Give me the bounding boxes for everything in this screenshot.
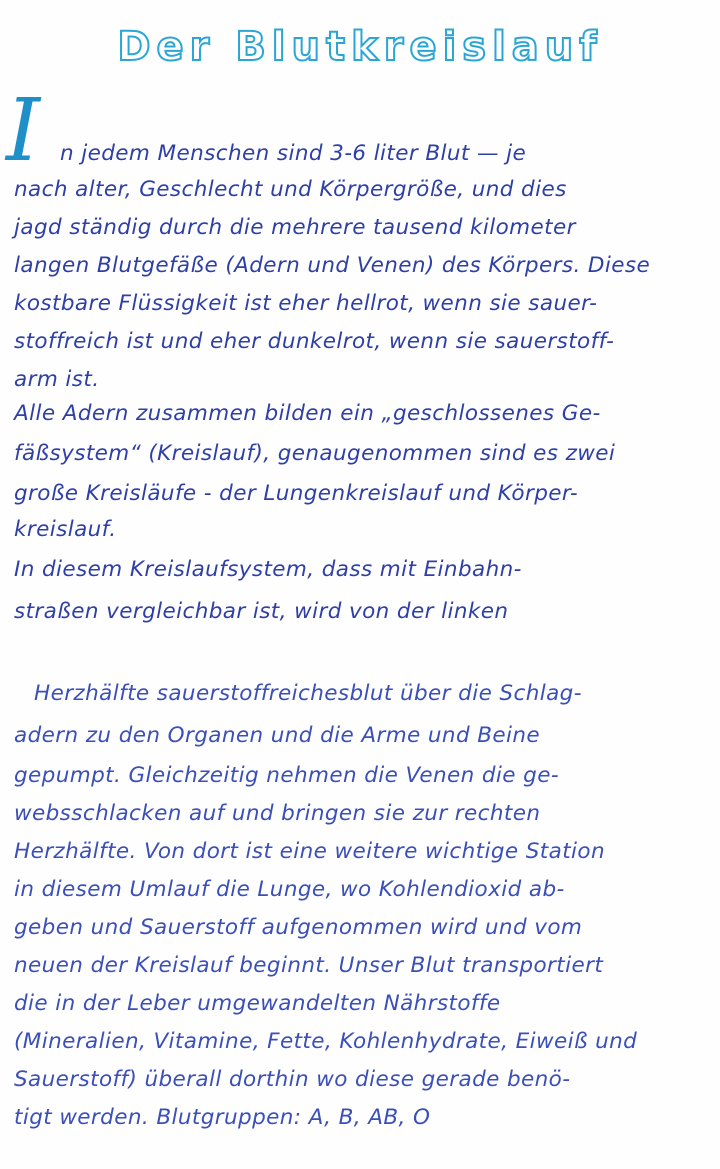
text-line: kostbare Flüssigkeit ist eher hellrot, wenn sie sauer- [14, 291, 598, 316]
text-line: arm ist. [14, 367, 100, 392]
text-line: große Kreisläufe - der Lungenkreislauf und Körper- [14, 481, 579, 506]
text-line: in diesem Umlauf die Lunge, wo Kohlendioxid ab- [14, 877, 565, 902]
text-line: gepumpt. Gleichzeitig nehmen die Venen die ge- [14, 763, 559, 788]
text-line: (Mineralien, Vitamine, Fette, Kohlenhydrate, Eiweiß und [14, 1029, 638, 1054]
text-line: n jedem Menschen sind 3-6 liter Blut — je [60, 141, 527, 166]
text-line: straßen vergleichbar ist, wird von der linken [14, 599, 509, 624]
text-line: stoffreich ist und eher dunkelrot, wenn sie sauerstoff- [14, 329, 615, 354]
text-line: websschlacken auf und bringen sie zur rechten [14, 801, 541, 826]
page-title: Der Blutkreislauf [117, 24, 603, 70]
text-line: Alle Adern zusammen bilden ein „geschlossenes Ge- [14, 401, 601, 426]
text-line: Herzhälfte. Von dort ist eine weitere wichtige Station [14, 839, 605, 864]
text-line: Sauerstoff) überall dorthin wo diese gerade benö- [14, 1067, 571, 1092]
text-line: tigt werden. Blutgruppen: A, B, AB, O [14, 1105, 431, 1130]
text-line: die in der Leber umgewandelten Nährstoffe [14, 991, 501, 1016]
text-line: Herzhälfte sauerstoffreichesblut über die Schlag- [34, 681, 582, 706]
text-line: neuen der Kreislauf beginnt. Unser Blut transportiert [14, 953, 604, 978]
drop-cap-letter: I [6, 81, 40, 181]
text-line: fäßsystem“ (Kreislauf), genaugenommen sind es zwei [14, 441, 616, 466]
text-line: langen Blutgefäße (Adern und Venen) des Körpers. Diese [14, 253, 651, 278]
text-line: jagd ständig durch die mehrere tausend kilometer [14, 215, 576, 240]
text-line: adern zu den Organen und die Arme und Beine [14, 723, 541, 748]
text-line: In diesem Kreislaufsystem, dass mit Einbahn- [14, 557, 522, 582]
text-line: nach alter, Geschlecht und Körpergröße, und dies [14, 177, 567, 202]
text-line: kreislauf. [14, 517, 117, 542]
text-line: geben und Sauerstoff aufgenommen wird und vom [14, 915, 583, 940]
